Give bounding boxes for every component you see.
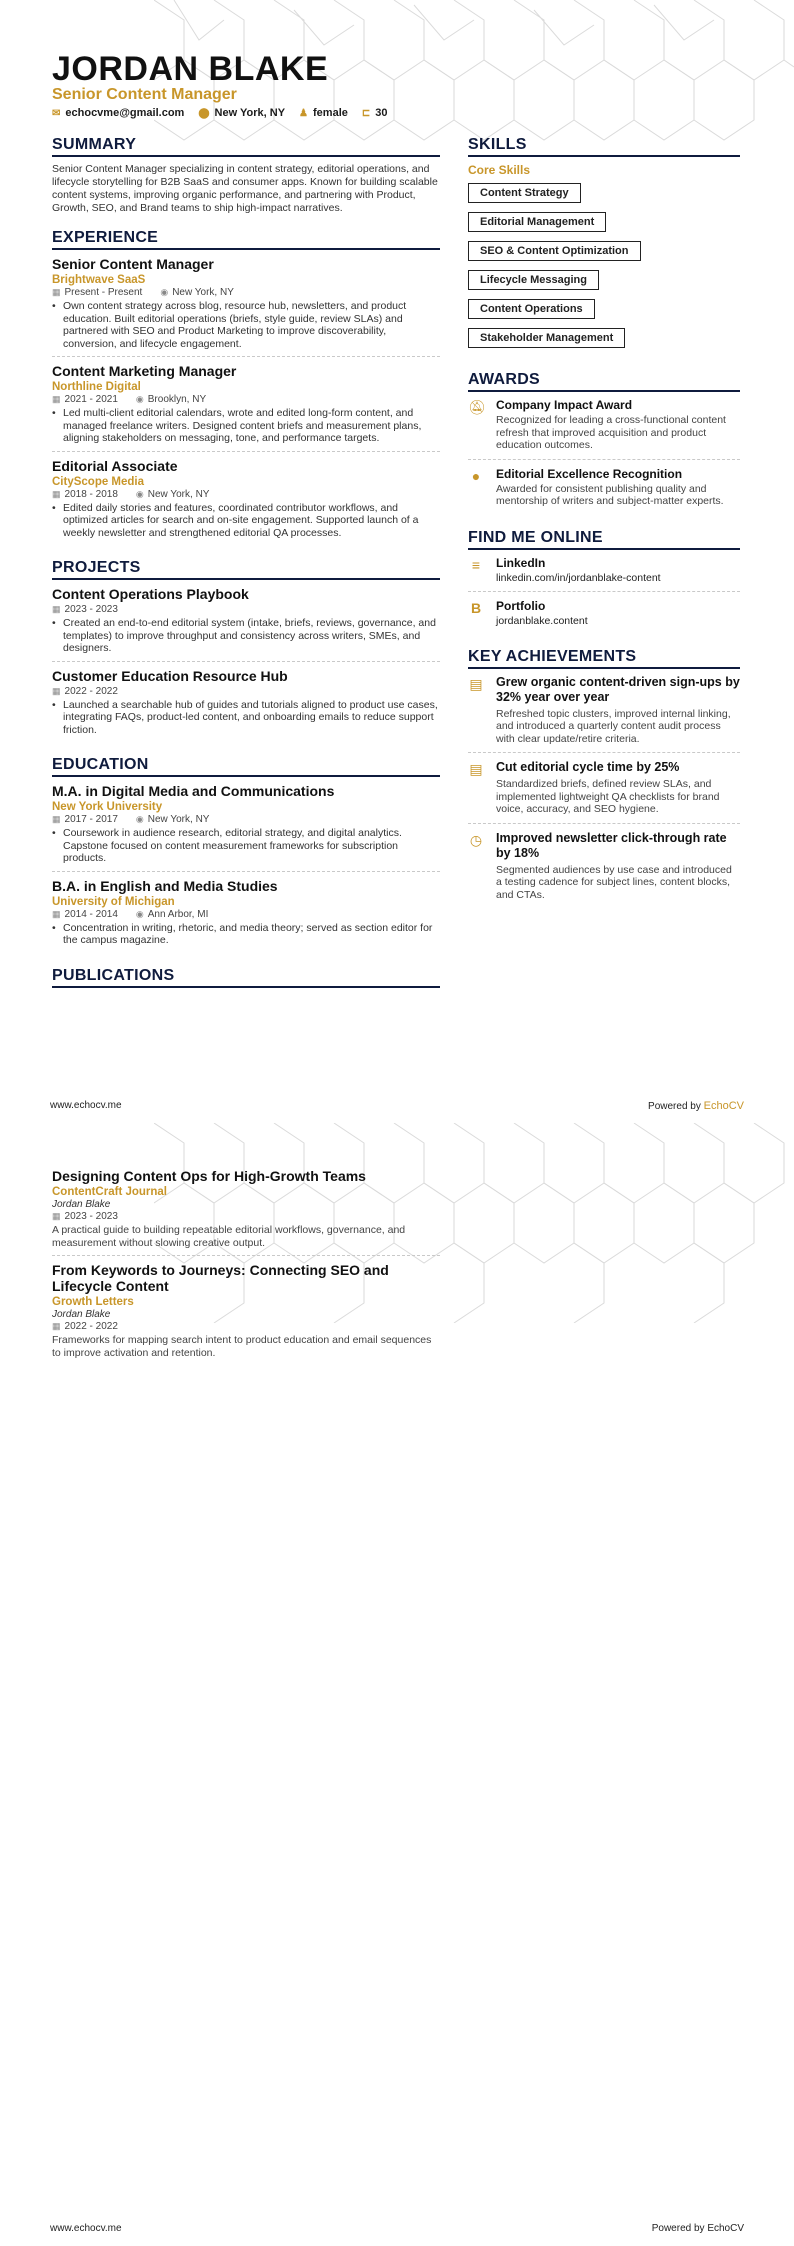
projects-section — [52, 559, 440, 742]
location-pin-icon: ◉ — [135, 394, 144, 404]
job-title: Editorial Associate — [52, 457, 178, 474]
achievement-title: Grew organic content-driven sign-ups by 32% year over year — [496, 674, 740, 704]
calendar-icon: ▦ — [52, 287, 61, 297]
project-title: Customer Education Resource Hub — [52, 667, 288, 684]
footer-site[interactable]: www.echocv.me — [50, 1100, 122, 1111]
job-dates: 2021 - 2021 — [64, 394, 118, 405]
gender-text: female — [313, 107, 348, 119]
education-description: • Coursework in audience research, editorial strategy, and digital analytics. Capstone focused on content measurement frameworks for subscription products. — [52, 827, 440, 865]
contact-age — [362, 107, 388, 119]
job-description: • Own content strategy across blog, resource hub, newsletters, and product education. Built editorial operations (briefs, style guide, review SLAs) and partnered with SEO and Product Marketing to improve discoverability, conversion, and lifecycle engagement. — [52, 300, 440, 350]
job-meta — [52, 287, 440, 298]
summary-text: Senior Content Manager specializing in content strategy, editorial operations, and lifecycle storytelling for B2B SaaS and consumer apps. Known for building scalable content systems, improving organic performance, and partnering with Product, Growth, SEO, and Brand teams to ship high-impact narratives. — [52, 163, 438, 214]
skill-tag: Content Strategy — [468, 183, 581, 203]
calendar-icon: ▦ — [52, 604, 61, 614]
job-dates: Present - Present — [64, 287, 143, 298]
skills-subheading: Core Skills — [468, 163, 531, 177]
company-name: Brightwave SaaS — [52, 274, 146, 286]
link-label: LinkedIn — [496, 555, 546, 570]
publication-item — [52, 1168, 440, 1256]
experience-item — [52, 256, 440, 357]
job-meta — [52, 489, 440, 500]
summary-section — [52, 136, 440, 215]
link-value[interactable]: linkedin.com/in/jordanblake-content — [496, 571, 661, 584]
award-item — [468, 467, 740, 515]
calendar-icon: ▦ — [52, 488, 61, 499]
document-icon: ▤ — [469, 675, 483, 692]
contact-email[interactable] — [52, 107, 184, 119]
calendar-icon: ▦ — [52, 394, 61, 404]
summary-heading: SUMMARY — [52, 136, 440, 157]
degree-title: B.A. in English and Media Studies — [52, 877, 278, 894]
company-name: CityScope Media — [52, 475, 145, 488]
job-description: • Led multi-client editorial calendars, wrote and edited long-form content, and managed freelance writers. Designed content briefs and measurement plans, aligning stakeholders on messaging, tone, and performance targets. — [52, 407, 440, 445]
achievement-title: Cut editorial cycle time by 25% — [496, 760, 680, 774]
project-description: • Created an end-to-end editorial system (intake, briefs, reviews, governance, and templates) to improve throughput and consistency across writers, SMEs, and designers. — [52, 617, 440, 655]
find-me-heading: FIND ME ONLINE — [468, 529, 740, 550]
job-meta — [52, 394, 440, 405]
publications-heading: PUBLICATIONS — [52, 967, 440, 988]
calendar-icon: ▦ — [52, 685, 61, 696]
calendar-icon: ▦ — [52, 1321, 61, 1331]
company-name: Northline Digital — [52, 381, 141, 393]
achievement-title: Improved newsletter click-through rate by 18% — [496, 830, 727, 860]
job-title: Content Marketing Manager — [52, 363, 237, 379]
candidate-name: JORDAN BLAKE — [52, 50, 329, 88]
degree-title: M.A. in Digital Media and Communications — [52, 783, 335, 799]
job-dates: 2018 - 2018 — [64, 488, 118, 500]
page-footer — [50, 1100, 744, 1112]
footer-brand[interactable]: EchoCV — [703, 1100, 744, 1112]
awards-heading: AWARDS — [468, 371, 740, 392]
achievement-description: Refreshed topic clusters, improved internal linking, and introduced a quarterly content audit process with clear update/retire criteria. — [496, 707, 731, 745]
achievements-heading: KEY ACHIEVEMENTS — [468, 648, 740, 669]
project-item — [52, 668, 440, 743]
skill-tag: SEO & Content Optimization — [468, 241, 641, 261]
footer-site[interactable]: www.echocv.me — [50, 2223, 122, 2234]
calendar-icon: ▦ — [52, 908, 61, 919]
calendar-icon: ▦ — [52, 814, 61, 824]
publication-meta — [52, 1321, 440, 1332]
project-meta — [52, 686, 440, 697]
menu-lines-icon: ≡ — [471, 556, 481, 573]
footer-powered — [652, 2223, 744, 2234]
skills-heading: SKILLS — [468, 136, 740, 157]
publication-author: Jordan Blake — [52, 1309, 111, 1320]
job-location: Brooklyn, NY — [147, 394, 207, 405]
location-pin-icon: ◉ — [135, 488, 144, 499]
contact-row — [52, 107, 388, 119]
age-icon: ⊏ — [361, 107, 371, 119]
achievement-item — [468, 831, 740, 909]
footer-powered — [648, 1100, 744, 1112]
find-me-section — [468, 529, 740, 634]
publications-list — [52, 1168, 440, 1371]
school-name: University of Michigan — [52, 895, 175, 908]
publication-publisher: ContentCraft Journal — [52, 1186, 167, 1198]
skill-tag: Content Operations — [468, 299, 595, 319]
link-item[interactable] — [468, 556, 740, 592]
project-title: Content Operations Playbook — [52, 586, 249, 602]
person-icon: ♟ — [299, 107, 309, 119]
award-item — [468, 398, 740, 460]
resume-page-2 — [0, 1123, 794, 2246]
email-text: echocvme@gmail.com — [65, 107, 185, 119]
education-meta — [52, 814, 440, 825]
skill-tag: Lifecycle Messaging — [468, 270, 599, 290]
education-heading: EDUCATION — [52, 756, 440, 777]
location-pin-icon: ◉ — [135, 814, 144, 824]
contact-location — [198, 107, 285, 119]
project-item — [52, 586, 440, 662]
education-dates: 2014 - 2014 — [64, 908, 118, 920]
job-location: New York, NY — [172, 287, 234, 298]
publication-description: Frameworks for mapping search intent to product education and email sequences to improve activation and retention. — [52, 1334, 432, 1359]
project-dates: 2022 - 2022 — [64, 685, 118, 697]
location-pin-icon: ⬤ — [198, 107, 210, 119]
achievements-section — [468, 648, 740, 909]
contact-gender — [299, 107, 348, 119]
calendar-icon: ▦ — [52, 1211, 61, 1221]
education-section — [52, 756, 440, 953]
job-description: • Edited daily stories and features, coordinated contributor workflows, and optimized articles for search and on-site engagement. Supported launch of a weekly newsletter and strengthened editorial QA processes. — [52, 502, 440, 540]
publication-publisher: Growth Letters — [52, 1296, 134, 1308]
location-pin-icon: ◉ — [135, 908, 144, 919]
skill-tag: Editorial Management — [468, 212, 606, 232]
age-text: 30 — [375, 107, 388, 119]
education-item — [52, 783, 440, 872]
achievement-description: Standardized briefs, defined review SLAs, and implemented lightweight QA checklists for brand voice, accuracy, and SEO hygiene. — [496, 778, 720, 815]
footer-powered-text: Powered by — [648, 1101, 701, 1112]
education-location: New York, NY — [147, 814, 210, 825]
award-description: Recognized for leading a cross-functional content refresh that improved acquisition and product education outcomes. — [496, 414, 726, 451]
right-column — [468, 136, 740, 922]
education-item — [52, 878, 440, 953]
publications-section-start — [52, 967, 440, 988]
education-meta — [52, 909, 440, 920]
education-dates: 2017 - 2017 — [64, 814, 118, 825]
publication-title: Designing Content Ops for High-Growth Teams — [52, 1168, 366, 1184]
award-title: Editorial Excellence Recognition — [496, 466, 683, 481]
experience-item — [52, 458, 440, 546]
left-column — [52, 136, 440, 1002]
skills-section — [468, 136, 740, 357]
skill-tag: Stakeholder Management — [468, 328, 625, 348]
location-text: New York, NY — [214, 107, 286, 119]
experience-item — [52, 363, 440, 452]
location-pin-icon: ◉ — [160, 287, 169, 297]
achievement-description: Segmented audiences by use case and introduced a testing cadence for subject lines, content blocks, and CTAs. — [496, 863, 732, 901]
publication-author: Jordan Blake — [52, 1199, 111, 1210]
achievement-item — [468, 675, 740, 754]
link-label: Portfolio — [496, 598, 546, 613]
school-name: New York University — [52, 801, 163, 813]
award-title: Company Impact Award — [496, 398, 633, 412]
award-description: Awarded for consistent publishing quality and mentorship of writers and subject-matter experts. — [496, 482, 724, 507]
page-footer — [50, 2223, 744, 2234]
email-icon: ✉ — [52, 107, 61, 119]
publication-dates: 2023 - 2023 — [64, 1211, 118, 1222]
skill-tag-list — [468, 183, 740, 357]
bell-off-icon: 🔕︎ — [468, 399, 486, 415]
education-location: Ann Arbor, MI — [147, 908, 209, 920]
candidate-role: Senior Content Manager — [52, 86, 237, 103]
publication-dates: 2022 - 2022 — [64, 1321, 118, 1332]
link-value[interactable]: jordanblake.content — [496, 614, 588, 627]
footer-powered-text: Powered by — [651, 2223, 705, 2234]
footer-brand[interactable]: EchoCV — [707, 2223, 744, 2234]
clock-icon: ◷ — [469, 831, 483, 848]
publication-title: From Keywords to Journeys: Connecting SEO and Lifecycle Content — [52, 1262, 389, 1294]
experience-heading: EXPERIENCE — [52, 229, 440, 250]
projects-heading: PROJECTS — [52, 559, 440, 580]
job-title: Senior Content Manager — [52, 256, 214, 272]
project-dates: 2023 - 2023 — [64, 604, 118, 615]
project-meta — [52, 604, 440, 615]
medal-icon: ● — [471, 467, 481, 484]
job-location: New York, NY — [147, 488, 210, 500]
experience-section — [52, 229, 440, 545]
publication-meta — [52, 1211, 440, 1222]
document-icon: ▤ — [469, 761, 483, 777]
behance-b-icon: B — [470, 599, 482, 616]
link-item[interactable] — [468, 599, 740, 634]
awards-section — [468, 371, 740, 515]
publication-item — [52, 1262, 440, 1365]
achievement-item — [468, 760, 740, 824]
education-description: • Concentration in writing, rhetoric, and media theory; served as section editor for the campus magazine. — [52, 922, 440, 947]
project-description: • Launched a searchable hub of guides and tutorials aligned to product use cases, integrating FAQs, product-led content, and onboarding emails to reduce support friction. — [52, 699, 440, 737]
publication-description: A practical guide to building repeatable editorial workflows, governance, and measurement without slowing creative output. — [52, 1224, 406, 1249]
